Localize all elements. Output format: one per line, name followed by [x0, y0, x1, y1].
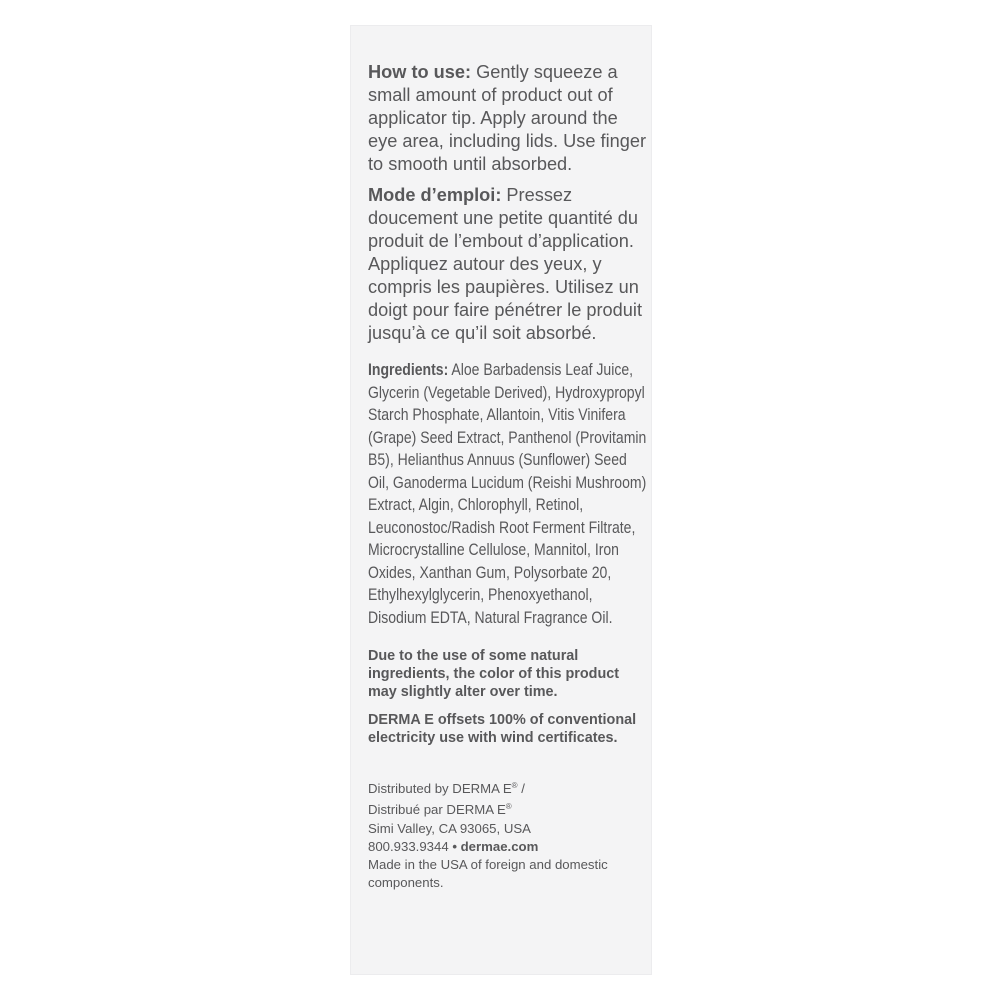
distribue-par-text: Distribué par DERMA E	[368, 802, 506, 818]
color-note: Due to the use of some natural ingredients, the color of this product may slightly alter over time.	[368, 648, 620, 700]
offset-note: DERMA E offsets 100% of conventional electricity use with wind certificates.	[368, 712, 637, 746]
how-to-use-paragraph	[368, 61, 650, 176]
distributed-by-line	[368, 777, 650, 798]
website-text: dermae.com	[460, 838, 539, 854]
distributed-by-text: Distributed by DERMA E	[368, 781, 512, 796]
registered-mark-fr: ®	[505, 802, 512, 812]
label-panel	[350, 25, 652, 975]
distribue-par-line	[368, 798, 650, 819]
mode-emploi-text: Pressez doucement une petite quantité du produit de l’embout d’application. Appliquez autour des yeux, y compris les paupières. Utilisez un doigt pour faire pénétrer le produit jusqu’à ce qu’il soit absorbé.	[368, 185, 642, 343]
made-in-line: Made in the USA of foreign and domestic components.	[368, 857, 608, 891]
address-line: Simi Valley, CA 93065, USA	[368, 820, 531, 836]
ingredients-label: Ingredients:	[368, 361, 449, 379]
registered-mark: ®	[511, 781, 518, 790]
phone-number: 800.933.9344	[368, 838, 449, 854]
distribution-block	[368, 777, 650, 893]
mode-emploi-label: Mode d’emploi:	[368, 185, 502, 205]
ingredients-paragraph	[368, 359, 650, 629]
how-to-use-label: How to use:	[368, 62, 472, 82]
how-to-use-text: Gently squeeze a small amount of product out of applicator tip. Apply around the eye area, including lids. Use finger to smooth until absorbed.	[368, 62, 647, 174]
ingredients-text: Aloe Barbadensis Leaf Juice, Glycerin (Vegetable Derived), Hydroxypropyl Starch Phosphate, Allantoin, Vitis Vinifera (Grape) Seed Extract, Panthenol (Provitamin B5), Helianthus Annuus (Sunflower) Seed Oil, Ganoderma Lucidum (Reishi Mushroom) Extract, Algin, Chlorophyll, Retinol, Leuconostoc/Radish Root Ferment Filtrate, Microcrystalline Cellulose, Mannitol, Iron Oxides, Xanthan Gum, Polysorbate 20, Ethylhexylglycerin, Phenoxyethanol, Disodium EDTA, Natural Fragrance Oil.	[368, 361, 647, 627]
contact-line	[368, 838, 650, 856]
distributed-slash: /	[517, 781, 525, 796]
bullet-separator: •	[448, 838, 461, 854]
mode-emploi-paragraph	[368, 184, 650, 345]
label-content	[368, 61, 650, 893]
